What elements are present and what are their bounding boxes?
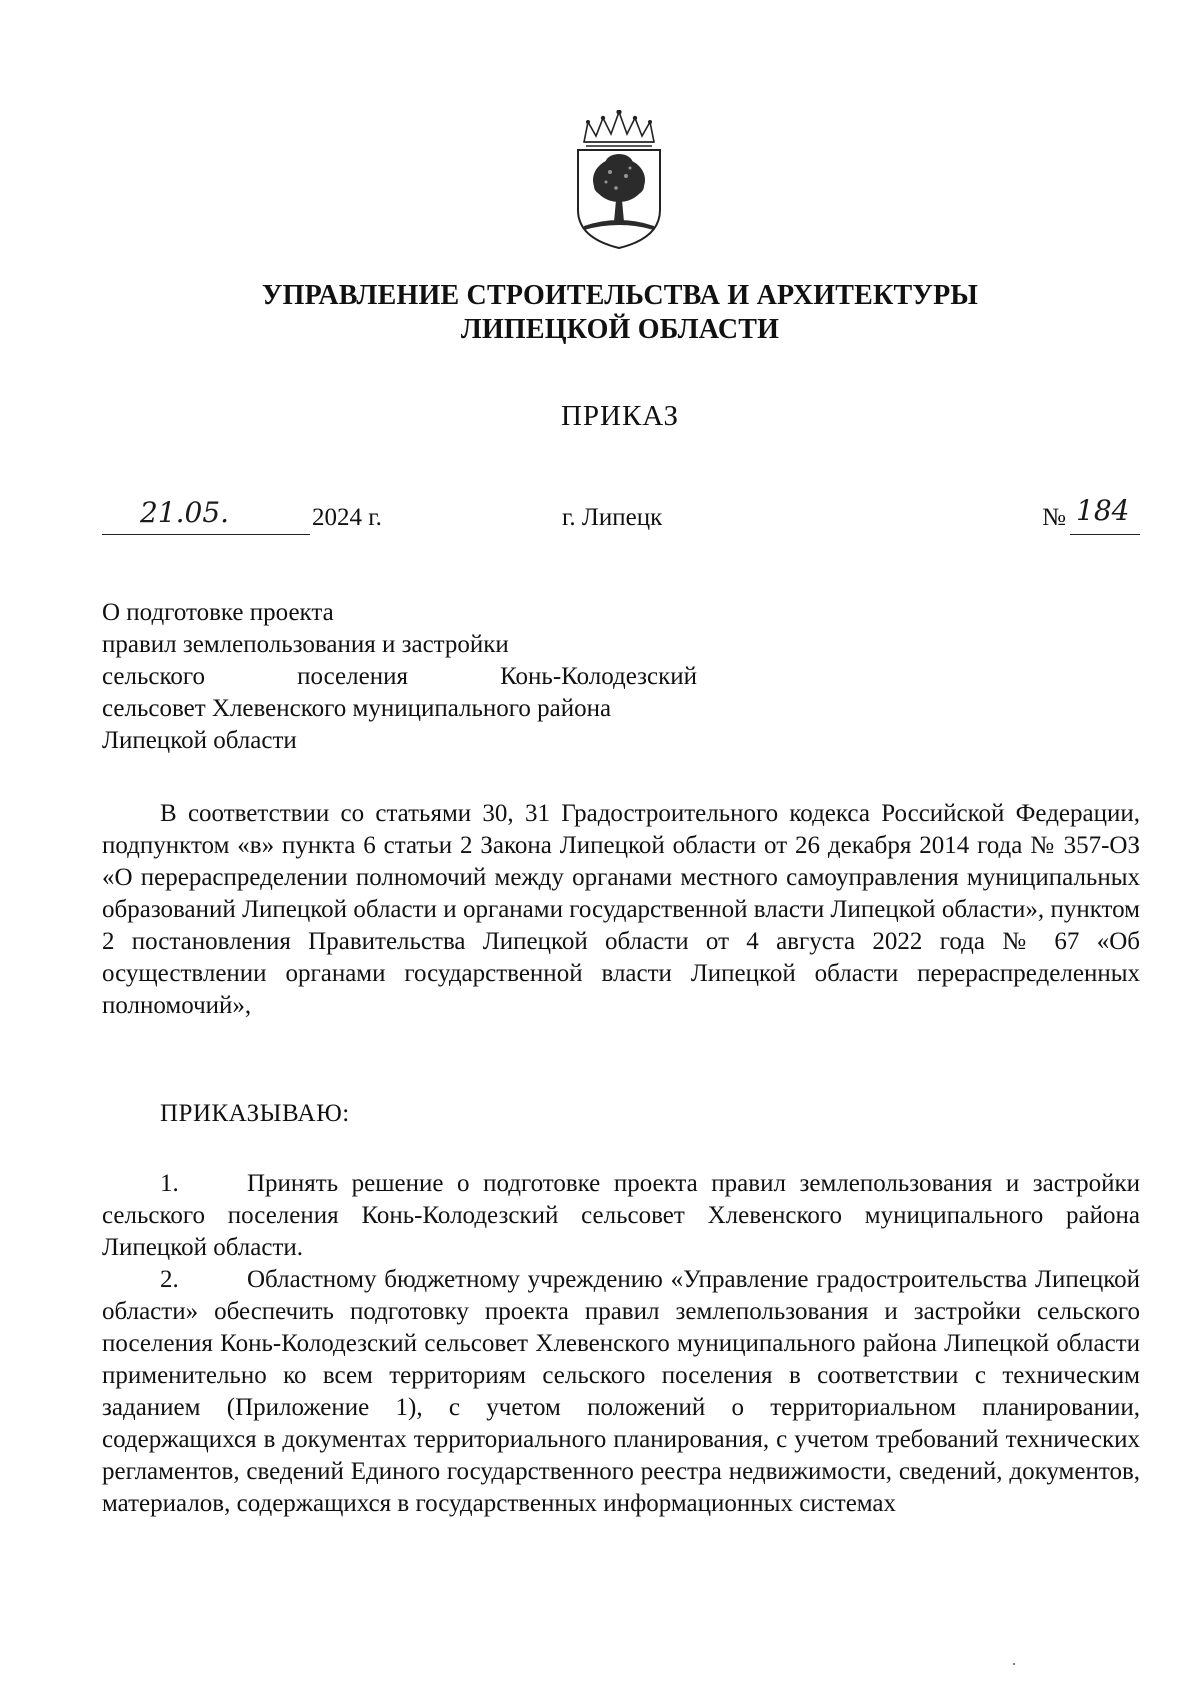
organization-title-line2: ЛИПЕЦКОЙ ОБЛАСТИ — [460, 314, 780, 345]
order-word: ПРИКАЗЫВАЮ: — [160, 1100, 350, 1127]
document-type: ПРИКАЗ — [560, 400, 680, 432]
date-number-row — [102, 494, 1140, 540]
city-name: г. Липецк — [562, 504, 663, 531]
subject-line: сельского поселения Конь-Колодезский — [102, 663, 697, 690]
order-item-number: 2. — [160, 1266, 179, 1293]
subject-line: сельсовет Хлевенского муниципального района — [102, 695, 612, 722]
number-sign: № — [1042, 504, 1066, 531]
subject-line: О подготовке проекта — [102, 599, 334, 626]
organization-title-line1: УПРАВЛЕНИЕ СТРОИТЕЛЬСТВА И АРХИТЕКТУРЫ — [261, 280, 979, 311]
scan-speck — [1013, 1663, 1015, 1665]
subject-line: Липецкой области — [102, 727, 297, 754]
order-item-text: Принять решение о подготовке проекта правил землепользования и застройки сельского поселения Конь-Колодезский сельсовет Хлевенского муниципального района Липецкой области. — [102, 1170, 1140, 1261]
subject-line: правил землепользования и застройки — [102, 631, 509, 658]
order-item — [102, 1264, 1140, 1520]
date-year: 2024 г. — [312, 504, 382, 531]
document-subject — [102, 597, 697, 757]
lipetsk-coat-of-arms-icon — [570, 110, 668, 250]
number-field — [1070, 494, 1140, 535]
preamble-paragraph: В соответствии со статьями 30, 31 Градостроительного кодекса Российской Федерации, подпунктом «в» пункта 6 статьи 2 Закона Липецкой области от 26 декабря 2014 года № 357-ОЗ «О перераспределении полномочий между органами местного самоуправления муниципальных образований Липецкой области и органами государственной власти Липецкой области», пунктом 2 постановления Правительства Липецкой области от 4 августа 2022 года № 67 «Об осуществлении органами государственной власти Липецкой области перераспределенных полномочий», — [102, 800, 1140, 1019]
order-item-text: Областному бюджетному учреждению «Управление градостроительства Липецкой области» обеспечить подготовку проекта правил землепользования и застройки сельского поселения Конь-Колодезский сельсовет Хлевенского муниципального района Липецкой области применительно ко всем территориям сельского поселения в соответствии с техническим заданием (Приложение 1), с учетом положений о территориальном планировании, содержащихся в документах территориального планирования, с учетом требований технических регламентов, сведений Единого государственного реестра недвижимости, сведений, документов, материалов, содержащихся в государственных информационных системах — [102, 1266, 1140, 1517]
order-item-number: 1. — [160, 1170, 179, 1197]
handwritten-date: 21.05. — [140, 496, 230, 529]
handwritten-number: 184 — [1076, 494, 1130, 527]
order-item — [102, 1168, 1140, 1264]
date-field — [102, 496, 310, 535]
